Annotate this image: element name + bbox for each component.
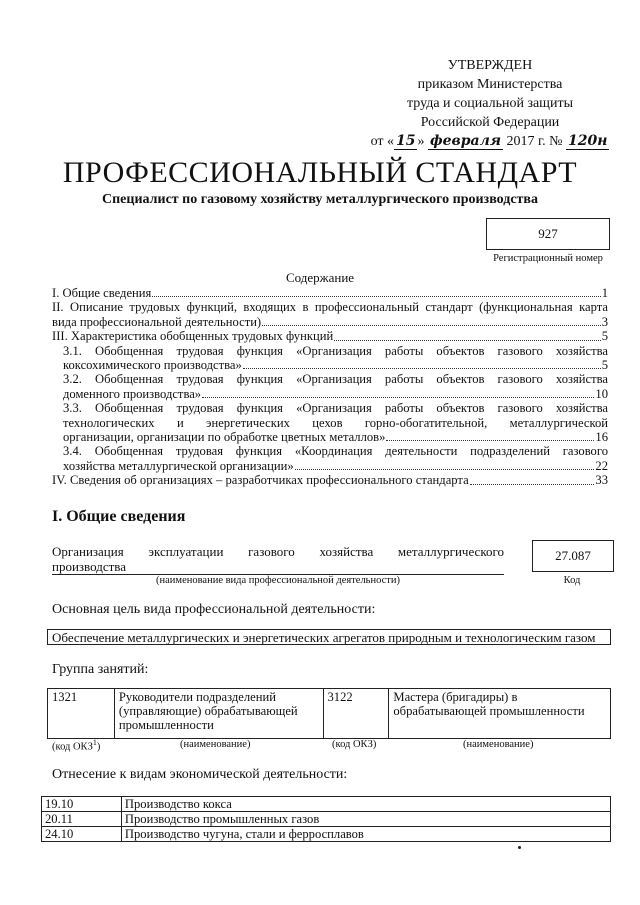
occupation-table [47, 688, 611, 739]
toc-item-text: IV. Сведения об организациях – разработчиках профессионального стандарта [52, 473, 469, 488]
toc-item-text: 3.3. Обобщенная трудовая функция «Организация работы объектов газового хозяйства [63, 401, 608, 416]
toc-leader [243, 368, 601, 369]
toc-leader [386, 440, 594, 441]
toc-leader [262, 325, 601, 326]
toc-item[interactable] [52, 473, 608, 487]
date-year: 2017 г. № [502, 134, 566, 149]
toc-item-text: доменного производства» [63, 386, 202, 401]
occupation-code-caption: (код ОКЗ) [332, 739, 377, 750]
caption-text: (код ОКЗ [52, 741, 93, 753]
okved-name: Производство чугуна, стали и ферросплавов [121, 827, 610, 842]
toc-item[interactable] [52, 329, 608, 343]
date-mid: » [417, 134, 428, 149]
toc-leader [334, 340, 601, 341]
toc-leader [202, 397, 594, 398]
okved-code: 19.10 [42, 797, 122, 812]
occupation-name-caption: (наименование) [463, 739, 534, 750]
activity-name [52, 544, 504, 574]
toc-item-text: технологических и энергетических цехов горно-обогатительной, металлургической [63, 415, 608, 430]
toc-leader [295, 469, 595, 470]
section-heading: I. Общие сведения [52, 508, 186, 525]
activity-name-line: производства [52, 559, 127, 574]
toc-item-text: 3.2. Обобщенная трудовая функция «Организация работы объектов газового хозяйства [63, 372, 608, 387]
approval-date [370, 132, 610, 151]
occupation-name: Мастера (бригадиры) в обрабатывающей промышленности [389, 689, 611, 739]
toc-item-text: вида профессиональной деятельности) [52, 314, 262, 329]
toc-item-page: 5 [601, 358, 608, 373]
toc-item-text: коксохимического производства» [63, 358, 242, 373]
goal-box: Обеспечение металлургических и энергетических агрегатов природным и технологическим газом [47, 629, 611, 645]
toc-item-text: 3.4. Обобщенная трудовая функция «Координация деятельности подразделений газового [63, 444, 608, 459]
toc-leader [152, 296, 600, 297]
toc-item[interactable] [52, 372, 608, 401]
footnote-ref: 1 [92, 738, 97, 747]
occupation-code: 1321 [48, 689, 115, 739]
occupation-code-caption [52, 738, 100, 753]
okved-code: 24.10 [42, 827, 122, 842]
toc-item[interactable] [52, 344, 608, 373]
date-month: февраля [429, 133, 501, 149]
occupation-group-label: Группа занятий: [52, 662, 149, 677]
occupation-code: 3122 [323, 689, 389, 739]
activity-name-line: Организация эксплуатации газового хозяйства металлургического [52, 544, 504, 559]
toc-title: Содержание [285, 270, 355, 285]
scan-mark [518, 846, 521, 849]
activity-code-box: 27.087 [532, 540, 614, 572]
date-day: 15 [396, 133, 416, 149]
okved-table [41, 796, 611, 842]
toc-item-page: 3 [601, 314, 608, 329]
toc-item-text: I. Общие сведения [52, 286, 152, 300]
table-row [42, 797, 611, 812]
toc-item-page: 5 [601, 329, 608, 344]
okved-label: Отнесение к видам экономической деятельности: [52, 767, 348, 782]
page-subtitle: Специалист по газовому хозяйству металлургического производства [102, 192, 538, 207]
registration-number-label: Регистрационный номер [493, 253, 603, 264]
approval-line: Российской Федерации [420, 115, 560, 130]
toc-item-text: организации, организации по обработке цветных металлов» [63, 430, 386, 445]
page-title: ПРОФЕССИОНАЛЬНЫЙ СТАНДАРТ [62, 156, 578, 189]
approval-line: приказом Министерства [417, 77, 563, 92]
okved-name: Производство промышленных газов [121, 812, 610, 827]
toc-item-page: 22 [595, 458, 608, 473]
toc-item-text: III. Характеристика обобщенных трудовых функций [52, 329, 334, 344]
approval-block [370, 56, 610, 151]
toc-item-page: 16 [595, 430, 608, 445]
table-row [42, 827, 611, 842]
toc-item[interactable] [52, 444, 608, 473]
toc-leader [470, 484, 595, 485]
caption-text: ) [96, 741, 101, 753]
occupation-name: Руководители подразделений (управляющие) обрабатывающей промышленности [114, 689, 323, 739]
table-row [48, 689, 611, 739]
toc-item-page: 33 [595, 473, 608, 488]
toc-item-text: 3.1. Обобщенная трудовая функция «Организация работы объектов газового хозяйства [63, 343, 608, 358]
table-of-contents [52, 286, 608, 488]
toc-item-text: II. Описание трудовых функций, входящих в профессиональный стандарт (функциональная карта [52, 300, 608, 315]
approval-title: УТВЕРЖДЕН [447, 58, 533, 73]
toc-item-text: хозяйства металлургической организации» [63, 458, 294, 473]
registration-number-box: 927 [486, 218, 610, 250]
approval-line: труда и социальной защиты [407, 96, 573, 111]
okved-code: 20.11 [42, 812, 122, 827]
activity-code-caption: Код [563, 575, 581, 586]
toc-item-page: 10 [595, 386, 608, 401]
table-row [42, 812, 611, 827]
order-number: 120н [568, 133, 608, 149]
occupation-name-caption: (наименование) [180, 739, 251, 750]
toc-item[interactable] [52, 286, 608, 300]
toc-item-page: 1 [601, 286, 608, 300]
toc-item[interactable] [52, 300, 608, 329]
activity-caption: (наименование вида профессиональной деятельности) [156, 575, 400, 586]
okved-name: Производство кокса [121, 797, 610, 812]
date-prefix: от « [370, 134, 394, 149]
toc-item[interactable] [52, 401, 608, 444]
goal-label: Основная цель вида профессиональной деятельности: [52, 602, 376, 617]
